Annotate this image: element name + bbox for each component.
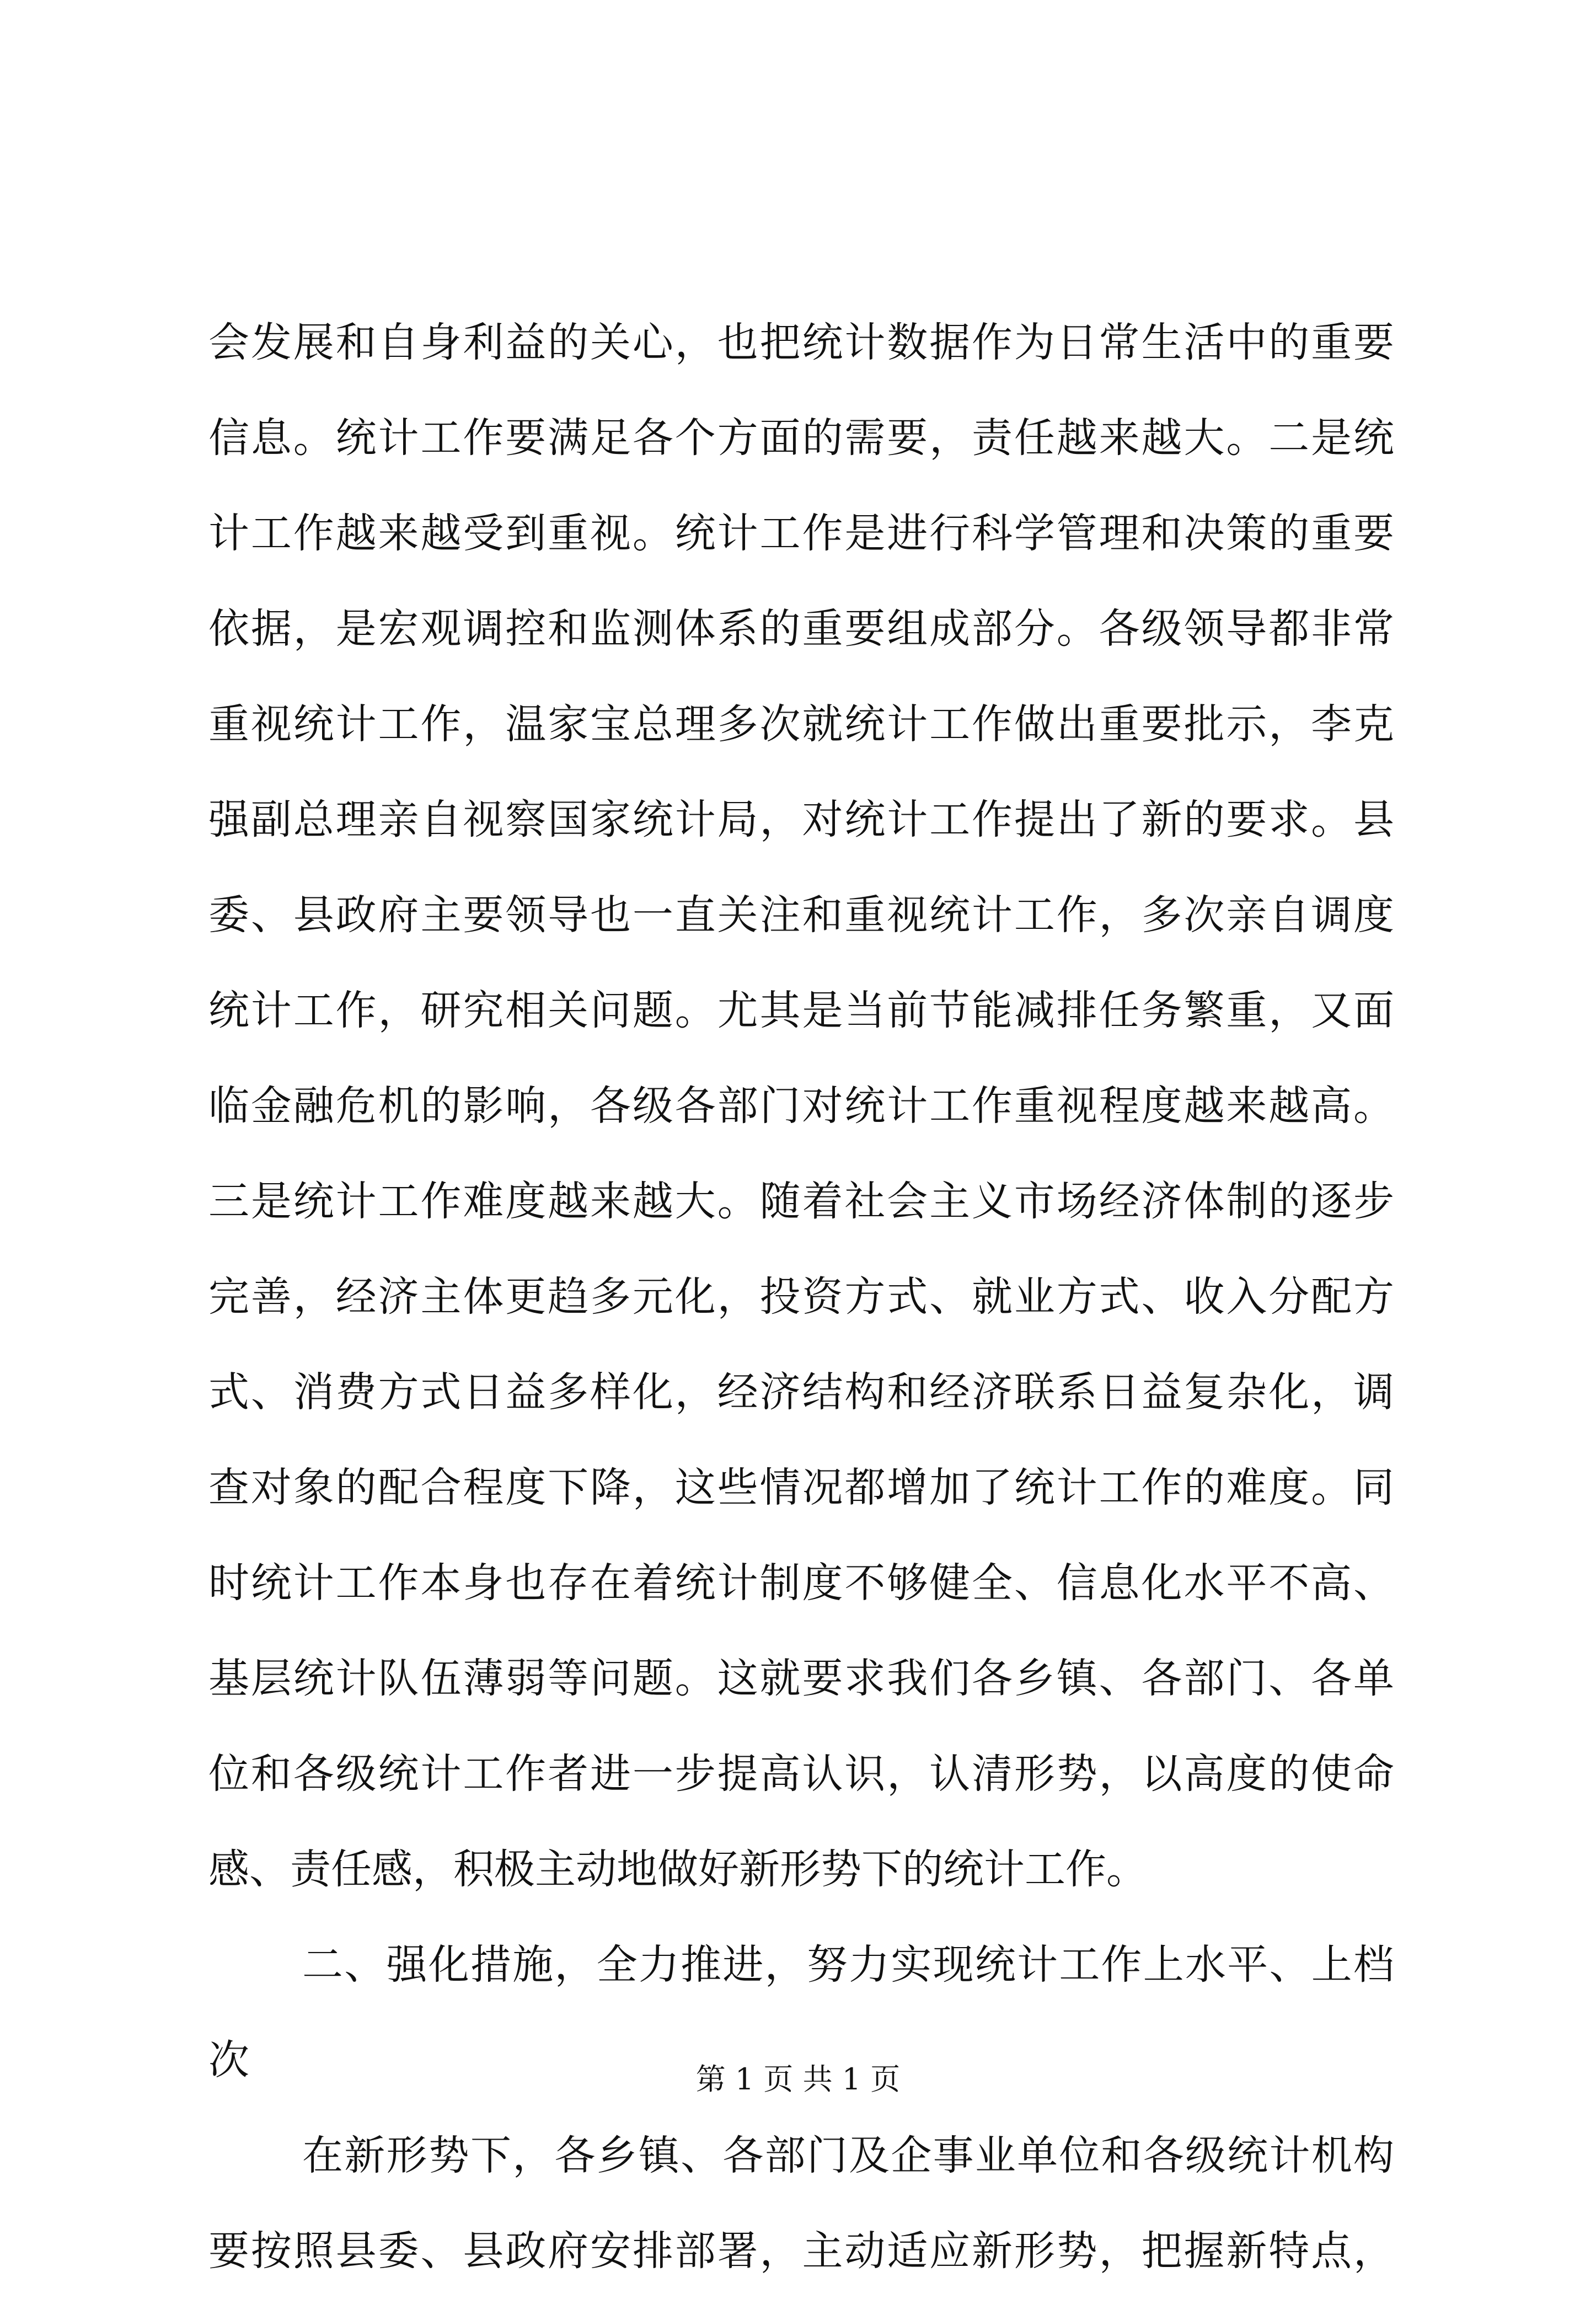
paragraph-end-line: 感、责任感，积极主动地做好新形势下的统计工作。 bbox=[208, 1846, 1147, 1893]
paragraph-start-line: 在新形势下，各乡镇、各部门及企事业单位和各级统计机构 bbox=[302, 2132, 1394, 2179]
text-line: 时统计工作本身也存在着统计制度不够健全、信息化水平不高、 bbox=[208, 1559, 1394, 1607]
text-line: 位和各级统计工作者进一步提高认识，认清形势，以高度的使命 bbox=[208, 1750, 1394, 1798]
section-heading-line: 二、强化措施，全力推进，努力实现统计工作上水平、上档 bbox=[302, 1941, 1394, 1988]
text-line: 强副总理亲自视察国家统计局，对统计工作提出了新的要求。县 bbox=[208, 796, 1394, 843]
page-footer bbox=[0, 2060, 1596, 2099]
text-line: 依据，是宏观调控和监测体系的重要组成部分。各级领导都非常 bbox=[208, 605, 1394, 653]
text-line: 重视统计工作，温家宝总理多次就统计工作做出重要批示，李克 bbox=[208, 701, 1394, 748]
document-body bbox=[208, 295, 1394, 2299]
text-line: 计工作越来越受到重视。统计工作是进行科学管理和决策的重要 bbox=[208, 510, 1394, 557]
text-line: 委、县政府主要领导也一直关注和重视统计工作，多次亲自调度 bbox=[208, 891, 1394, 939]
text-line: 要按照县委、县政府安排部署，主动适应新形势，把握新特点， bbox=[208, 2227, 1394, 2275]
text-line: 基层统计队伍薄弱等问题。这就要求我们各乡镇、各部门、各单 bbox=[208, 1655, 1394, 1702]
text-line: 三是统计工作难度越来越大。随着社会主义市场经济体制的逐步 bbox=[208, 1178, 1394, 1225]
text-line: 临金融危机的影响，各级各部门对统计工作重视程度越来越高。 bbox=[208, 1082, 1394, 1130]
text-line: 完善，经济主体更趋多元化，投资方式、就业方式、收入分配方 bbox=[208, 1273, 1394, 1320]
page-number-label: 第 1 页 共 1 页 bbox=[695, 2062, 901, 2097]
text-line: 信息。统计工作要满足各个方面的需要，责任越来越大。二是统 bbox=[208, 414, 1394, 462]
text-line: 会发展和自身利益的关心，也把统计数据作为日常生活中的重要 bbox=[208, 319, 1394, 366]
text-line: 查对象的配合程度下降，这些情况都增加了统计工作的难度。同 bbox=[208, 1464, 1394, 1511]
text-line: 统计工作，研究相关问题。尤其是当前节能减排任务繁重，又面 bbox=[208, 987, 1394, 1034]
text-line: 式、消费方式日益多样化，经济结构和经济联系日益复杂化，调 bbox=[208, 1368, 1394, 1416]
section-heading-end-line: 次 bbox=[208, 2036, 249, 2084]
